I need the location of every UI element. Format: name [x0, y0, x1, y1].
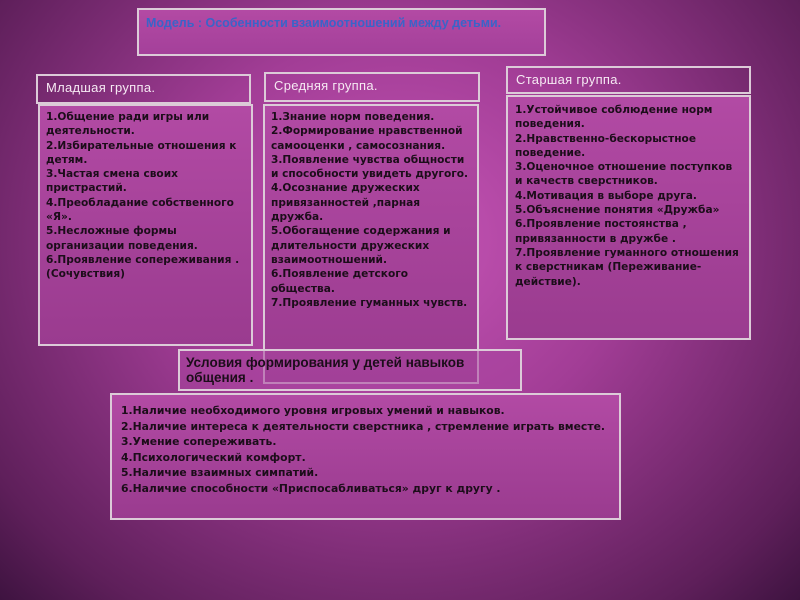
- list-item: 4.Психологический комфорт.: [121, 450, 306, 464]
- list-item: 7.Проявление гуманного отношения к сверстникам (Переживание-действие).: [515, 246, 739, 288]
- list-item: 6.Появление детского общества.: [271, 268, 409, 295]
- list-item: 6.Проявление сопереживания . (Сочувствия): [46, 253, 240, 281]
- conditions-title-box: [178, 349, 522, 391]
- middle-group-header: Средняя группа.: [264, 72, 480, 102]
- conditions-title: Условия формирования у детей навыков общения .: [186, 355, 465, 385]
- list-item: 2.Формирование нравственной самооценки , самосознания.: [271, 125, 463, 152]
- junior-group-header: Младшая группа.: [36, 74, 251, 104]
- list-item: 5.Объяснение понятия «Дружба»: [515, 204, 720, 217]
- list-item: 7.Проявление гуманных чувств.: [271, 296, 468, 309]
- middle-group-box: [263, 104, 479, 384]
- junior-group-list: [46, 110, 245, 282]
- list-item: 5.Наличие взаимных симпатий.: [121, 466, 319, 480]
- title-box: [137, 8, 546, 56]
- list-item: 1.Общение ради игры или деятельности.: [46, 111, 210, 138]
- list-item: 2.Нравственно-бескорыстное поведение.: [515, 132, 697, 159]
- junior-group-box: [38, 104, 253, 346]
- list-item: 3.Оценочное отношение поступков и качеств сверстников.: [515, 161, 733, 188]
- list-item: 2.Избирательные отношения к детям.: [46, 139, 237, 166]
- conditions-list: [121, 403, 610, 497]
- list-item: 4.Осознание дружеских привязанностей ,парная дружба.: [271, 182, 421, 224]
- list-item: 4.Мотивация в выборе друга.: [515, 189, 697, 202]
- list-item: 1.Знание норм поведения.: [271, 111, 435, 123]
- list-item: 1.Устойчивое соблюдение норм поведения.: [515, 104, 713, 131]
- senior-group-list: [515, 103, 742, 289]
- list-item: 3.Частая смена своих пристрастий.: [46, 168, 178, 195]
- list-item: 4.Преобладание собственного «Я».: [46, 196, 234, 224]
- middle-group-list: [271, 110, 471, 310]
- list-item: 5.Обогащение содержания и длительности дружеских взаимоотношений.: [271, 225, 451, 266]
- list-item: 2.Наличие интереса к деятельности сверстника , стремление играть вместе.: [121, 419, 606, 433]
- senior-group-box: [506, 95, 751, 340]
- list-item: 6.Наличие способности «Приспосабливаться» друг к другу .: [121, 481, 501, 495]
- list-item: 6.Проявление постоянства , привязанности в дружбе .: [515, 218, 687, 245]
- page-title: Модель : Особенности взаимоотношений между детьми.: [146, 16, 502, 30]
- list-item: 3.Появление чувства общности и способности увидеть другого.: [271, 153, 469, 181]
- list-item: 1.Наличие необходимого уровня игровых умений и навыков.: [121, 404, 505, 417]
- senior-group-header: Старшая группа.: [506, 66, 751, 94]
- list-item: 3.Умение сопереживать.: [121, 435, 277, 449]
- conditions-box: [110, 393, 621, 520]
- list-item: 5.Несложные формы организации поведения.: [46, 225, 198, 252]
